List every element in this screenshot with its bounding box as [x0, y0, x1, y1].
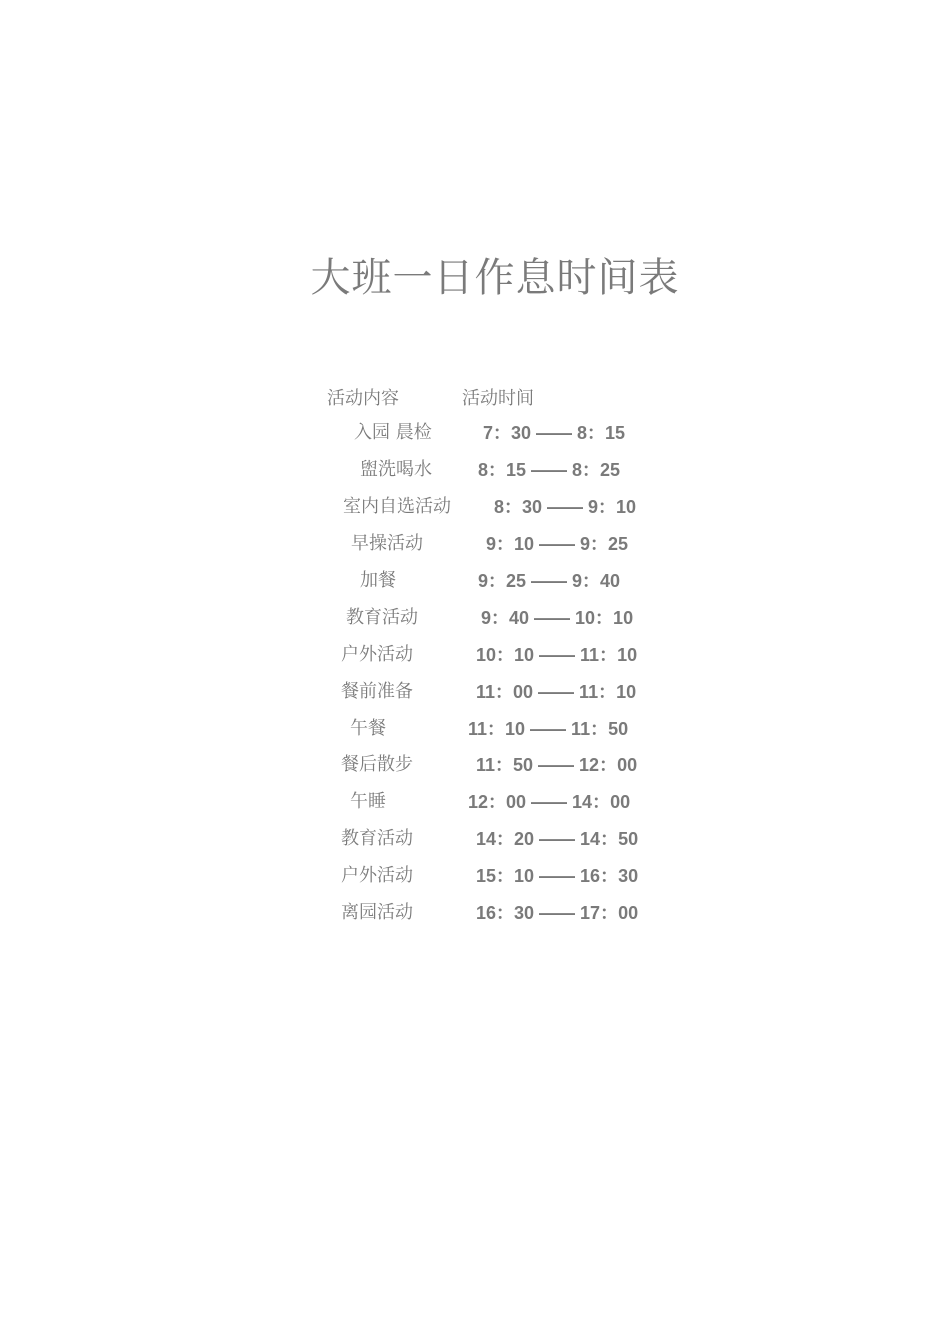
activity-name: 离园活动 — [341, 902, 413, 923]
activity-name: 餐前准备 — [341, 681, 413, 702]
schedule-row — [0, 458, 950, 488]
activity-name: 入园 晨检 — [354, 422, 432, 443]
schedule-row — [0, 680, 950, 710]
activity-name: 教育活动 — [346, 607, 418, 628]
activity-time: 8：15 —— 8：25 — [478, 460, 621, 480]
schedule-row — [0, 864, 950, 894]
activity-name: 餐后散步 — [341, 754, 413, 775]
activity-name: 盥洗喝水 — [360, 459, 432, 480]
activity-time: 7：30 —— 8：15 — [483, 423, 626, 443]
schedule-row — [0, 827, 950, 857]
column-header-activity: 活动内容 — [327, 388, 399, 409]
activity-time: 15：10 —— 16：30 — [476, 866, 639, 886]
schedule-row — [0, 790, 950, 820]
activity-time: 9：10 —— 9：25 — [486, 534, 629, 554]
activity-time: 16：30 —— 17：00 — [476, 903, 639, 923]
activity-name: 加餐 — [360, 570, 396, 591]
activity-name: 午睡 — [350, 791, 386, 812]
activity-time: 8：30 —— 9：10 — [494, 497, 637, 517]
activity-name: 户外活动 — [341, 865, 413, 886]
schedule-row — [0, 495, 950, 525]
activity-time: 9：25 —— 9：40 — [478, 571, 621, 591]
activity-time: 12：00 —— 14：00 — [468, 792, 631, 812]
activity-time: 11：00 —— 11：10 — [476, 682, 637, 702]
schedule-row — [0, 753, 950, 783]
activity-time: 14：20 —— 14：50 — [476, 829, 639, 849]
activity-name: 午餐 — [350, 718, 386, 739]
schedule-row — [0, 606, 950, 636]
activity-name: 户外活动 — [341, 644, 413, 665]
activity-time: 10：10 —— 11：10 — [476, 645, 638, 665]
activity-time: 11：10 —— 11：50 — [468, 719, 629, 739]
activity-name: 教育活动 — [341, 828, 413, 849]
activity-time: 11：50 —— 12：00 — [476, 755, 638, 775]
schedule-row — [0, 532, 950, 562]
schedule-row — [0, 717, 950, 747]
page-title: 大班一日作息时间表 — [310, 255, 680, 301]
activity-name: 室内自选活动 — [343, 496, 451, 517]
activity-time: 9：40 —— 10：10 — [481, 608, 634, 628]
activity-name: 早操活动 — [351, 533, 423, 554]
column-header-time: 活动时间 — [462, 388, 534, 409]
schedule-row — [0, 421, 950, 451]
schedule-row — [0, 643, 950, 673]
schedule-row — [0, 901, 950, 931]
schedule-row — [0, 569, 950, 599]
